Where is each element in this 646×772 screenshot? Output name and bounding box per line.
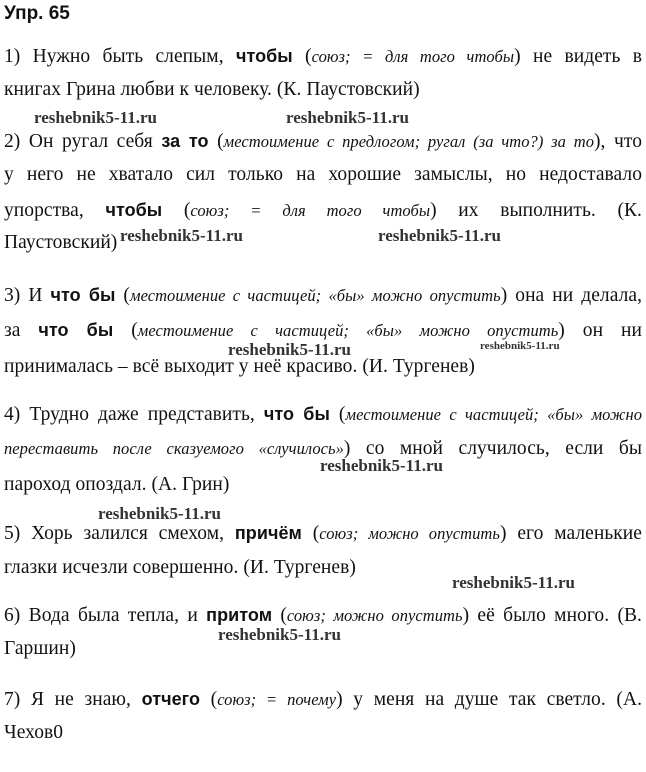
highlighted-word: что бы (50, 285, 116, 305)
text: ( (329, 404, 346, 425)
sentence-1-line-1 (4, 43, 642, 70)
text: 3) И (4, 285, 51, 306)
highlighted-word: отчего (141, 689, 200, 709)
text: 7) Я не знаю, (4, 689, 142, 710)
watermark-text: reshebnik5-11.ru (452, 573, 575, 592)
text: ( (301, 523, 320, 544)
text: 1) Нужно быть слепым, (4, 46, 236, 67)
highlighted-word: за то (161, 131, 209, 151)
watermark-text: reshebnik5-11.ru (218, 625, 341, 644)
explanation: союз; можно опустить (286, 606, 463, 625)
text: ) она ни делала, (500, 285, 643, 306)
highlighted-word: что бы (263, 404, 330, 424)
watermark-text: reshebnik5-11.ru (34, 108, 157, 127)
text: ( (272, 605, 287, 626)
text: ) он ни (558, 320, 642, 341)
text: ) не видеть в (514, 46, 643, 67)
sentence-7-line-1 (4, 686, 642, 713)
watermark-text: reshebnik5-11.ru (228, 340, 351, 359)
explanation: переставить после сказуемого «случилось» (4, 439, 344, 458)
text: ) его маленькие (499, 523, 642, 544)
exercise-title: Упр. 65 (4, 3, 70, 24)
watermark-text: reshebnik5-11.ru (480, 340, 560, 352)
text: ( (162, 200, 191, 221)
text: ( (200, 689, 218, 710)
sentence-2-line-1 (4, 128, 642, 155)
sentence-4-line-3: пароход опоздал. (А. Грин) (4, 474, 230, 495)
sentence-5-line-1 (4, 520, 642, 547)
text: 6) Вода была тепла, и (4, 605, 207, 626)
sentence-4-line-1 (4, 401, 642, 428)
highlighted-word: что бы (38, 320, 114, 340)
text: ) её было много. (В. (462, 605, 642, 626)
highlighted-word: притом (206, 605, 273, 625)
sentence-1-line-2: книгах Грина любви к человеку. (К. Паустовский) (4, 79, 420, 100)
text: ) у меня на душе так светло. (А. (336, 689, 643, 710)
explanation: союз; = почему (217, 690, 337, 709)
sentence-2-line-4: Паустовский) (4, 232, 118, 253)
sentence-3-line-1 (4, 282, 642, 309)
watermark-text: reshebnik5-11.ru (120, 226, 243, 245)
sentence-7-line-2: Чехов0 (4, 722, 64, 743)
text: ( (208, 131, 224, 152)
text: ( (113, 320, 138, 341)
sentence-5-line-2: глазки исчезли совершенно. (И. Тургенев) (4, 557, 356, 578)
highlighted-word: чтобы (235, 46, 293, 66)
text: 4) Трудно даже представить, (4, 404, 264, 425)
text: 2) Он ругал себя (4, 131, 162, 152)
highlighted-word: причём (234, 523, 302, 543)
explanation: местоимение с частицей; «бы» можно (345, 405, 642, 424)
sentence-2-line-2: у него не хватало сил только на хорошие замыслы, но недоставало (4, 164, 642, 185)
sentence-3-line-3: принималась – всё выходит у неё красиво. (И. Тургенев) (4, 356, 475, 377)
text: ( (292, 46, 312, 67)
explanation: местоимение с предлогом; ругал (за что?) за то (223, 132, 595, 151)
text: ) со мной случилось, если бы (343, 438, 643, 459)
explanation: союз; можно опустить (319, 524, 500, 543)
text: ) их выполнить. (К. (430, 200, 642, 221)
sentence-6-line-2: Гаршин) (4, 638, 76, 659)
text: упорства, (4, 200, 106, 221)
watermark-text: reshebnik5-11.ru (378, 226, 501, 245)
sentence-2-line-3 (4, 197, 642, 224)
text: ), что (594, 131, 643, 152)
explanation: местоимение с частицей; «бы» можно опустить (137, 321, 559, 340)
explanation: союз; = для того чтобы (190, 201, 431, 220)
text: ( (115, 285, 130, 306)
highlighted-word: чтобы (105, 200, 163, 220)
text: за (4, 320, 39, 341)
explanation: местоимение с частицей; «бы» можно опустить (129, 286, 501, 305)
explanation: союз; = для того чтобы (311, 47, 515, 66)
watermark-text: reshebnik5-11.ru (98, 504, 221, 523)
watermark-text: reshebnik5-11.ru (286, 108, 409, 127)
watermark-text: reshebnik5-11.ru (320, 456, 443, 475)
text: 5) Хорь залился смехом, (4, 523, 235, 544)
